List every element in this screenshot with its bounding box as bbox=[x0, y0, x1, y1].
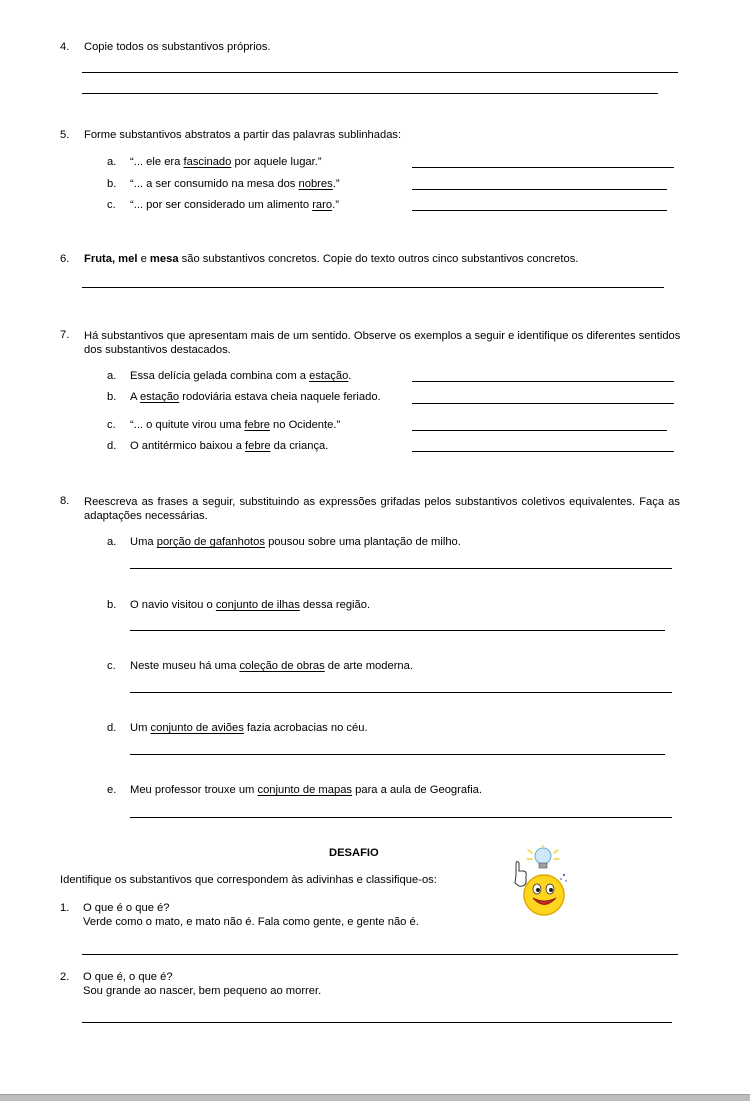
q8-item-e-text: Meu professor trouxe um conjunto de mapas para a aula de Geografia. bbox=[130, 784, 483, 796]
riddle-2-answer-line[interactable] bbox=[82, 1022, 672, 1023]
q8-item-c-answer-line[interactable] bbox=[130, 692, 672, 693]
riddle-1-text: Verde como o mato, e mato não é. Fala como gente, e gente não é. bbox=[83, 916, 419, 928]
q8-item-d-letter: d. bbox=[107, 722, 117, 734]
q8-item-b-answer-line[interactable] bbox=[130, 630, 665, 631]
riddle-1-number: 1. bbox=[60, 902, 70, 914]
q4-prompt: Copie todos os substantivos próprios. bbox=[84, 41, 271, 53]
q8-item-b-text: O navio visitou o conjunto de ilhas dessa região. bbox=[130, 599, 371, 611]
riddle-1-answer-line[interactable] bbox=[82, 954, 678, 955]
riddle-2-question: O que é, o que é? bbox=[83, 971, 173, 983]
riddle-1-question: O que é o que é? bbox=[83, 902, 170, 914]
q7-item-d-answer-line[interactable] bbox=[412, 451, 674, 452]
q7-item-d-letter: d. bbox=[107, 440, 117, 452]
q5-item-b-letter: b. bbox=[107, 178, 117, 190]
q5-item-c-letter: c. bbox=[107, 199, 116, 211]
q7-item-b-text: A estação rodoviária estava cheia naquele feriado. bbox=[130, 391, 381, 403]
q5-item-a-answer-line[interactable] bbox=[412, 167, 674, 168]
q7-item-c-answer-line[interactable] bbox=[412, 430, 667, 431]
q6-number: 6. bbox=[60, 253, 70, 265]
q8-item-c-letter: c. bbox=[107, 660, 116, 672]
q6-prompt: Fruta, mel e mesa são substantivos concretos. Copie do texto outros cinco substantivos concretos. bbox=[84, 253, 579, 265]
q7-item-a-letter: a. bbox=[107, 370, 117, 382]
q8-item-e-letter: e. bbox=[107, 784, 117, 796]
q7-item-c-letter: c. bbox=[107, 419, 116, 431]
riddle-2-number: 2. bbox=[60, 971, 70, 983]
q4-number: 4. bbox=[60, 41, 70, 53]
q5-number: 5. bbox=[60, 129, 70, 141]
q7-item-a-answer-line[interactable] bbox=[412, 381, 674, 382]
q8-item-a-letter: a. bbox=[107, 536, 117, 548]
q5-item-c-text: “... por ser considerado um alimento raro.” bbox=[130, 199, 339, 211]
q8-item-c-text: Neste museu há uma coleção de obras de arte moderna. bbox=[130, 660, 413, 672]
q6-answer-line[interactable] bbox=[82, 287, 664, 288]
q7-item-b-answer-line[interactable] bbox=[412, 403, 674, 404]
q7-item-a-text: Essa delícia gelada combina com a estação. bbox=[130, 370, 352, 382]
q7-item-c-text: “... o quitute virou uma febre no Ocidente.” bbox=[130, 419, 341, 431]
q8-prompt: Reescreva as frases a seguir, substituindo as expressões grifadas pelos substantivos coletivos equivalentes. Faça as adaptações necessárias. bbox=[84, 496, 680, 522]
q7-number: 7. bbox=[60, 329, 70, 341]
q5-item-a-letter: a. bbox=[107, 156, 117, 168]
q5-item-b-answer-line[interactable] bbox=[412, 189, 667, 190]
q8-item-d-answer-line[interactable] bbox=[130, 754, 665, 755]
q7-item-d-text: O antitérmico baixou a febre da criança. bbox=[130, 440, 329, 452]
q7-prompt: Há substantivos que apresentam mais de um sentido. Observe os exemplos a seguir e identifique os diferentes sentidos dos substantivos destacados. bbox=[84, 330, 681, 356]
desafio-title: DESAFIO bbox=[329, 847, 379, 859]
q5-item-b-text: “... a ser consumido na mesa dos nobres.” bbox=[130, 178, 340, 190]
q4-answer-line-1[interactable] bbox=[82, 72, 678, 73]
q8-item-b-letter: b. bbox=[107, 599, 117, 611]
q8-item-d-text: Um conjunto de aviões fazia acrobacias no céu. bbox=[130, 722, 368, 734]
q8-item-e-answer-line[interactable] bbox=[130, 817, 672, 818]
q8-item-a-text: Uma porção de gafanhotos pousou sobre uma plantação de milho. bbox=[130, 536, 461, 548]
q4-answer-line-2[interactable] bbox=[82, 93, 658, 94]
riddle-2-text: Sou grande ao nascer, bem pequeno ao morrer. bbox=[83, 985, 322, 997]
smiley-lightbulb-icon bbox=[504, 845, 574, 920]
q7-item-b-letter: b. bbox=[107, 391, 117, 403]
q8-number: 8. bbox=[60, 495, 70, 507]
q5-prompt: Forme substantivos abstratos a partir das palavras sublinhadas: bbox=[84, 129, 402, 141]
desafio-intro: Identifique os substantivos que correspondem às adivinhas e classifique-os: bbox=[60, 874, 437, 886]
q5-item-c-answer-line[interactable] bbox=[412, 210, 667, 211]
q8-item-a-answer-line[interactable] bbox=[130, 568, 672, 569]
q5-item-a-text: “... ele era fascinado por aquele lugar.” bbox=[130, 156, 322, 168]
